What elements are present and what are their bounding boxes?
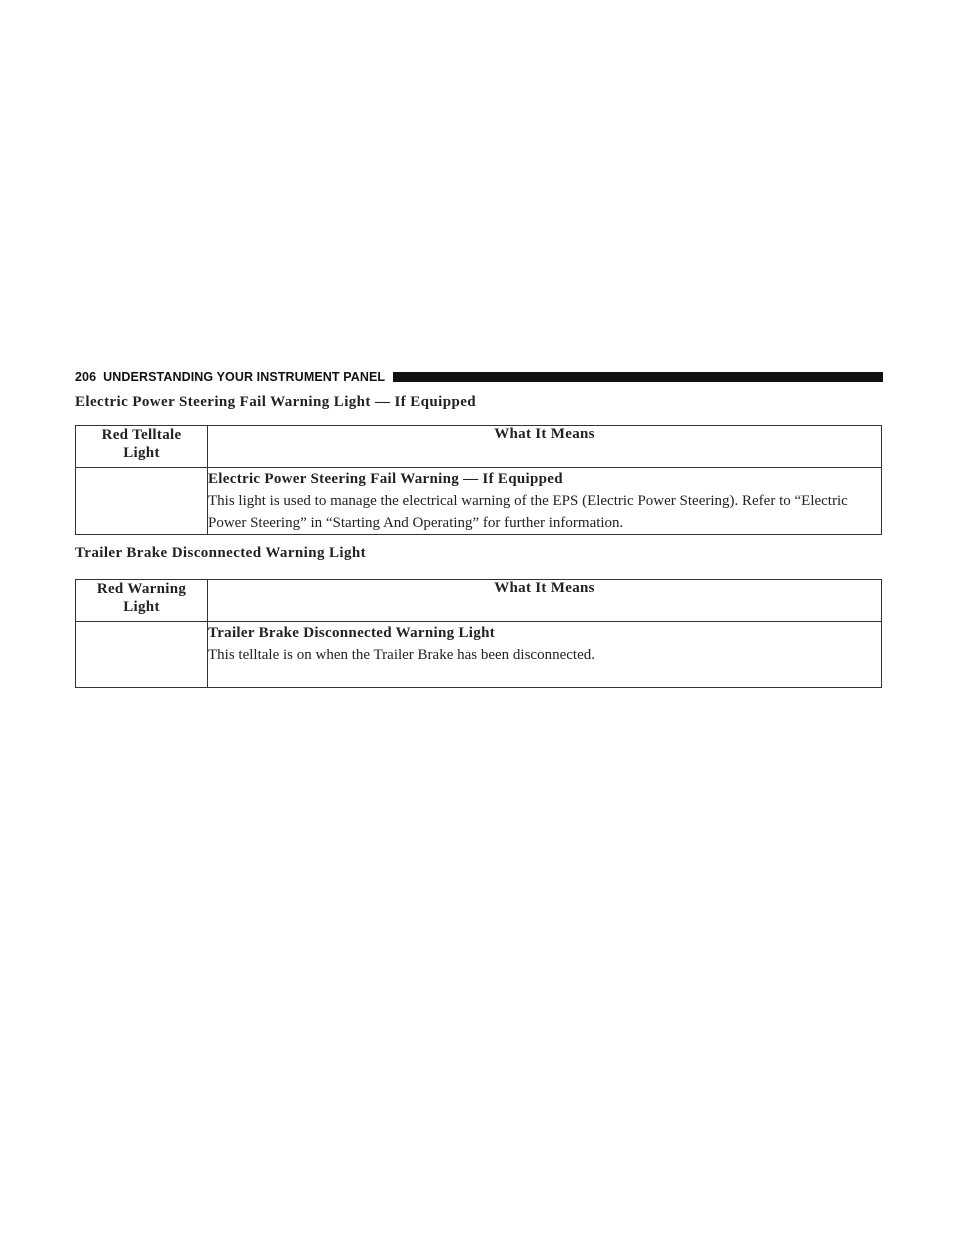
meaning-body: This light is used to manage the electrical warning of the EPS (Electric Power Steering). Refer to “Electric Power Steering” in “Starting And Operating” for further information. — [208, 493, 848, 531]
running-head-title: UNDERSTANDING YOUR INSTRUMENT PANEL — [103, 370, 386, 384]
col-header-warning-light: Red Warning Light — [76, 580, 208, 622]
col-header-meaning: What It Means — [208, 426, 882, 468]
table-header-row — [76, 426, 882, 468]
running-head — [75, 369, 883, 385]
meaning-cell — [208, 468, 882, 535]
warning-icon-cell — [76, 622, 208, 688]
section-heading-trailer-brake: Trailer Brake Disconnected Warning Light — [75, 545, 367, 561]
meaning-cell — [208, 622, 882, 688]
meaning-title: Trailer Brake Disconnected Warning Light — [208, 625, 496, 641]
trailer-brake-warning-table — [75, 579, 882, 688]
col-header-telltale: Red Telltale Light — [76, 426, 208, 468]
table-row — [76, 468, 882, 535]
meaning-title: Electric Power Steering Fail Warning — If Equipped — [208, 471, 563, 487]
section-heading-eps: Electric Power Steering Fail Warning Light — If Equipped — [75, 394, 477, 410]
table-header-row — [76, 580, 882, 622]
page-number: 206 — [75, 370, 97, 384]
header-rule-bar — [393, 372, 883, 382]
col-header-meaning: What It Means — [208, 580, 882, 622]
meaning-body: This telltale is on when the Trailer Brake has been disconnected. — [208, 647, 595, 663]
telltale-icon-cell — [76, 468, 208, 535]
table-row — [76, 622, 882, 688]
eps-warning-table — [75, 425, 882, 535]
